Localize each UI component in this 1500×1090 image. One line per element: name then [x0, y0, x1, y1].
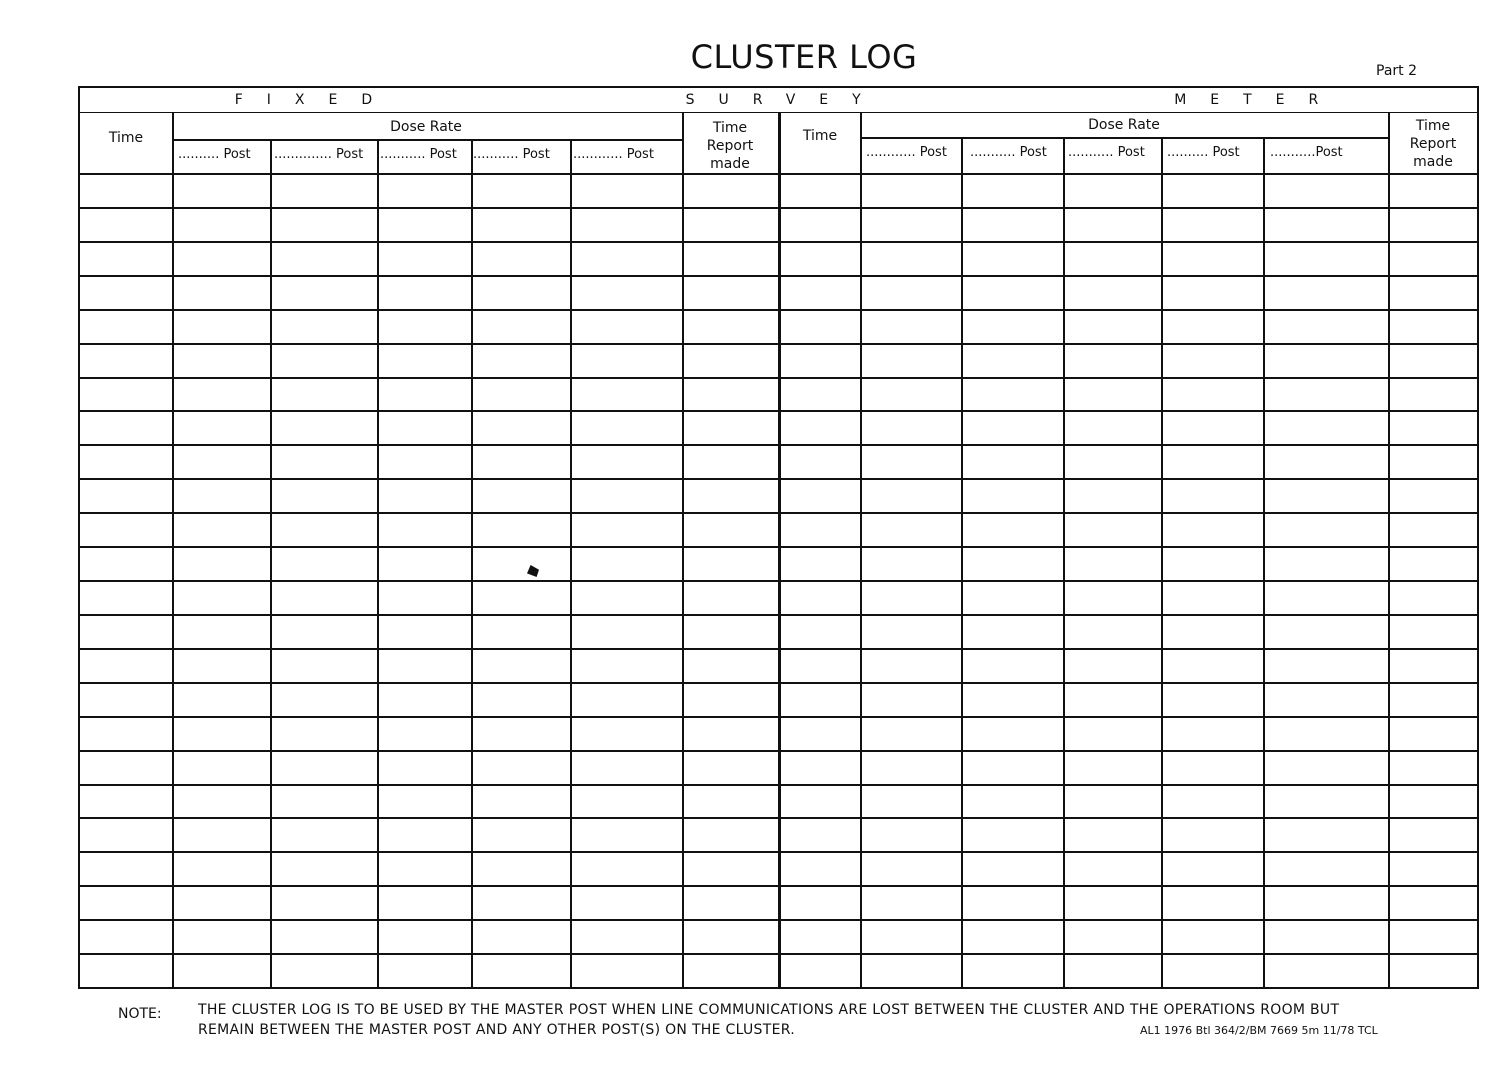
column-rule	[682, 113, 684, 987]
left-dose-rate-header: Dose Rate	[390, 119, 462, 135]
post-column-rule	[1161, 137, 1163, 987]
right-report-line-3: made	[1413, 154, 1453, 170]
right-post-label-2: ........... Post	[970, 145, 1047, 160]
left-report-line-2: Report	[706, 138, 754, 154]
part-label: Part 2	[1376, 63, 1417, 79]
note-label: NOTE:	[118, 1006, 162, 1022]
left-post-label-5: ............ Post	[573, 147, 654, 162]
post-column-rule	[961, 137, 963, 987]
right-report-line-1: Time	[1415, 118, 1451, 134]
column-rule	[172, 113, 174, 987]
right-report-header	[1388, 117, 1478, 171]
post-column-rule	[270, 139, 272, 987]
print-reference: AL1 1976 Btl 364/2/BM 7669 5m 11/78 TCL	[1140, 1024, 1378, 1037]
right-time-header: Time	[802, 128, 838, 144]
note-line-2: REMAIN BETWEEN THE MASTER POST AND ANY OTHER POST(S) ON THE CLUSTER.	[198, 1022, 796, 1038]
right-post-label-4: .......... Post	[1167, 145, 1240, 160]
post-column-rule	[377, 139, 379, 987]
left-time-header: Time	[108, 130, 144, 146]
column-rule	[1388, 113, 1390, 987]
left-post-label-1: .......... Post	[178, 147, 251, 162]
post-column-rule	[570, 139, 572, 987]
right-report-line-2: Report	[1409, 136, 1457, 152]
post-column-rule	[1263, 137, 1265, 987]
right-dose-rate-header: Dose Rate	[1088, 117, 1160, 133]
left-report-header	[682, 119, 778, 173]
post-column-rule	[471, 139, 473, 987]
left-post-label-4: ........... Post	[473, 147, 550, 162]
banner-word-meter: METER	[1174, 92, 1343, 108]
right-post-label-5: ...........Post	[1270, 145, 1343, 160]
left-report-line-3: made	[710, 156, 750, 172]
post-column-rule	[1063, 137, 1065, 987]
right-dose-rate-divider	[860, 137, 1388, 139]
left-post-label-3: ........... Post	[380, 147, 457, 162]
column-rule	[860, 113, 862, 987]
form-title: CLUSTER LOG	[690, 38, 918, 76]
left-post-label-2: .............. Post	[274, 147, 364, 162]
banner-word-fixed: FIXED	[234, 92, 397, 108]
right-post-label-1: ............ Post	[866, 145, 947, 160]
banner-word-survey: SURVEY	[685, 92, 885, 108]
right-post-label-3: ........... Post	[1068, 145, 1145, 160]
left-report-line-1: Time	[712, 120, 748, 136]
centre-divider	[778, 113, 781, 987]
note-line-1: THE CLUSTER LOG IS TO BE USED BY THE MASTER POST WHEN LINE COMMUNICATIONS ARE LOST BETWEEN THE CLUSTER AND THE OPERATIONS ROOM BUT	[198, 1002, 1340, 1018]
left-dose-rate-divider	[172, 139, 682, 141]
